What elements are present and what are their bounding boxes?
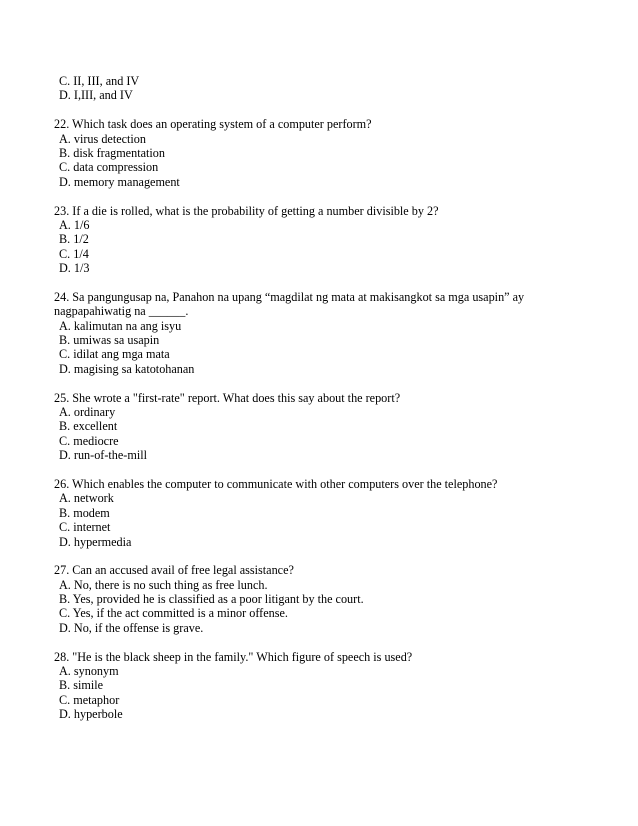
- option-text: C. II, III, and IV: [59, 74, 140, 88]
- spacer: [54, 635, 614, 649]
- option-text: B. disk fragmentation: [59, 145, 165, 160]
- option-text: D. No, if the offense is grave.: [59, 620, 204, 635]
- option-text: C. idilat ang mga mata: [59, 347, 170, 362]
- spacer: [54, 549, 614, 563]
- option-text: A. virus detection: [59, 131, 146, 146]
- question-text: 25. She wrote a "first-rate" report. What does this say about the report?: [54, 390, 401, 405]
- question-text: nagpapahiwatig na ______.: [54, 304, 189, 319]
- spacer: [54, 463, 614, 477]
- option-text: D. magising sa katotohanan: [59, 361, 195, 376]
- option-text: C. Yes, if the act committed is a minor offense.: [59, 606, 288, 621]
- option-text: A. ordinary: [59, 404, 116, 419]
- option-text: A. kalimutan na ang isyu: [59, 318, 182, 333]
- option-text: A. No, there is no such thing as free lunch.: [59, 577, 268, 592]
- option-text: B. umiwas sa usapin: [59, 333, 160, 348]
- option-text: D. I,III, and IV: [59, 88, 133, 103]
- option-text: D. hyperbole: [59, 707, 123, 722]
- option-text: C. data compression: [59, 160, 159, 175]
- option-text: C. 1/4: [59, 246, 89, 261]
- option-text: A. 1/6: [59, 217, 90, 232]
- spacer: [54, 275, 614, 289]
- option-text: B. simile: [59, 678, 104, 693]
- option-text: C. metaphor: [59, 692, 120, 707]
- option-text: B. excellent: [59, 419, 118, 434]
- option-text: B. modem: [59, 505, 110, 520]
- option-text: B. 1/2: [59, 232, 89, 247]
- option-text: B. Yes, provided he is classified as a poor litigant by the court.: [59, 592, 364, 607]
- option-text: D. memory management: [59, 174, 180, 189]
- option-text: A. network: [59, 491, 114, 506]
- question-text: 23. If a die is rolled, what is the probability of getting a number divisible by 2?: [54, 203, 439, 218]
- option-text: D. run-of-the-mill: [59, 448, 147, 463]
- document-content: [54, 74, 614, 722]
- question-text: 26. Which enables the computer to communicate with other computers over the telephone?: [54, 476, 498, 491]
- spacer: [54, 189, 614, 203]
- option-text: D. hypermedia: [59, 534, 132, 549]
- question-text: 24. Sa pangungusap na, Panahon na upang “magdilat ng mata at makisangkot sa mga usapin” ay: [54, 289, 525, 304]
- option-text: C. internet: [59, 520, 111, 535]
- question-text: 27. Can an accused avail of free legal assistance?: [54, 563, 294, 578]
- option-text: A. synonym: [59, 664, 119, 679]
- question-text: 28. "He is the black sheep in the family." Which figure of speech is used?: [54, 649, 413, 664]
- question-text: 22. Which task does an operating system of a computer perform?: [54, 117, 372, 132]
- option-text: C. mediocre: [59, 433, 119, 448]
- spacer: [54, 376, 614, 390]
- option-text: D. 1/3: [59, 261, 90, 276]
- spacer: [54, 103, 614, 117]
